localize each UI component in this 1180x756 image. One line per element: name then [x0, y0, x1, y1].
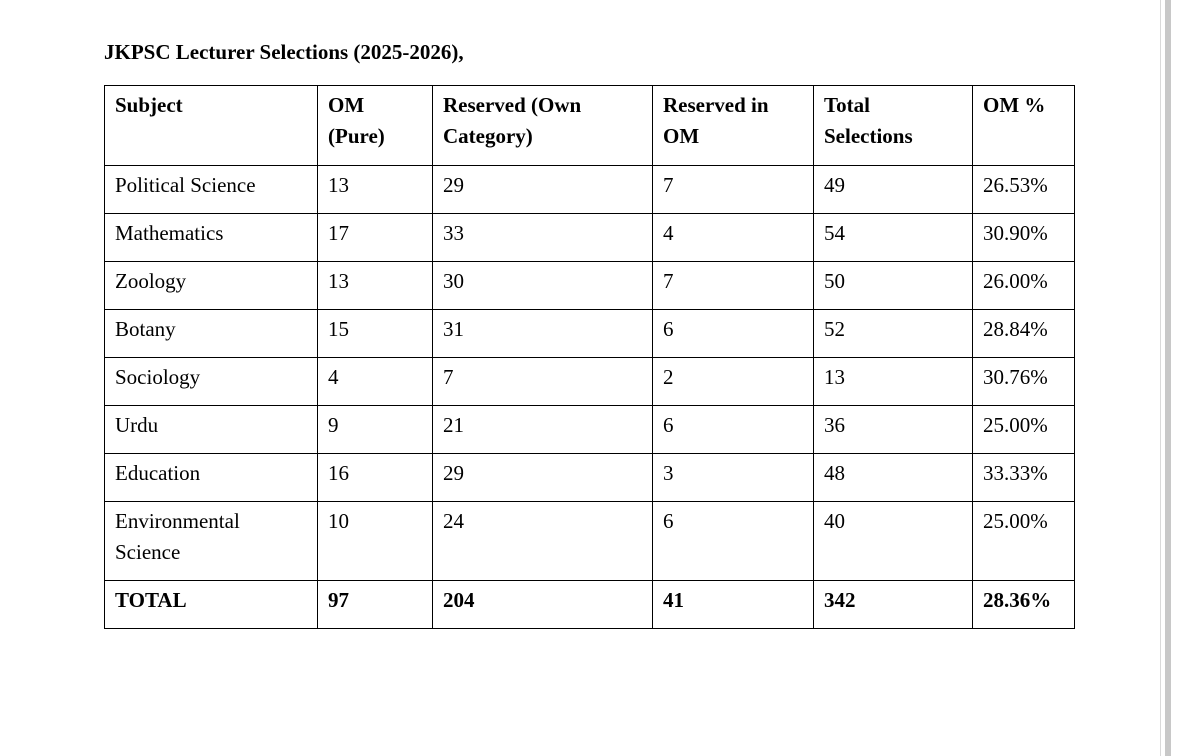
cell-reserved-own: 21 — [433, 406, 653, 454]
header-subject: Subject — [105, 86, 318, 166]
table-row — [105, 310, 1075, 358]
total-reserved-in-om: 41 — [653, 581, 814, 629]
scrollbar-thumb[interactable] — [1165, 0, 1171, 756]
cell-om-pure: 10 — [318, 502, 433, 581]
cell-reserved-own: 30 — [433, 262, 653, 310]
cell-om-percent: 30.76% — [973, 358, 1075, 406]
header-reserved-own-category: Reserved (Own Category) — [433, 86, 653, 166]
total-om-percent: 28.36% — [973, 581, 1075, 629]
cell-om-percent: 25.00% — [973, 406, 1075, 454]
table-total-row — [105, 581, 1075, 629]
cell-reserved-in-om: 6 — [653, 502, 814, 581]
cell-reserved-own: 24 — [433, 502, 653, 581]
cell-om-percent: 26.53% — [973, 166, 1075, 214]
total-reserved-own: 204 — [433, 581, 653, 629]
cell-reserved-own: 33 — [433, 214, 653, 262]
table-row — [105, 214, 1075, 262]
vertical-scrollbar[interactable] — [1160, 0, 1180, 756]
cell-reserved-in-om: 7 — [653, 166, 814, 214]
cell-total: 36 — [814, 406, 973, 454]
cell-reserved-in-om: 6 — [653, 310, 814, 358]
table-row — [105, 262, 1075, 310]
table-row — [105, 166, 1075, 214]
cell-om-percent: 33.33% — [973, 454, 1075, 502]
header-total-selections: Total Selections — [814, 86, 973, 166]
cell-reserved-own: 29 — [433, 454, 653, 502]
total-selections: 342 — [814, 581, 973, 629]
cell-reserved-in-om: 6 — [653, 406, 814, 454]
cell-total: 54 — [814, 214, 973, 262]
cell-om-percent: 25.00% — [973, 502, 1075, 581]
header-om-pure: OM (Pure) — [318, 86, 433, 166]
cell-subject: Urdu — [105, 406, 318, 454]
cell-reserved-in-om: 2 — [653, 358, 814, 406]
cell-total: 48 — [814, 454, 973, 502]
cell-subject: Mathematics — [105, 214, 318, 262]
total-om-pure: 97 — [318, 581, 433, 629]
cell-total: 50 — [814, 262, 973, 310]
table-row — [105, 454, 1075, 502]
document-title: JKPSC Lecturer Selections (2025-2026), — [104, 40, 464, 64]
cell-subject: Sociology — [105, 358, 318, 406]
cell-total: 49 — [814, 166, 973, 214]
cell-reserved-in-om: 7 — [653, 262, 814, 310]
header-om-percent: OM % — [973, 86, 1075, 166]
cell-om-pure: 13 — [318, 166, 433, 214]
header-reserved-in-om: Reserved in OM — [653, 86, 814, 166]
cell-om-pure: 13 — [318, 262, 433, 310]
table-row — [105, 358, 1075, 406]
selections-table — [104, 85, 1075, 629]
cell-om-pure: 15 — [318, 310, 433, 358]
cell-om-percent: 30.90% — [973, 214, 1075, 262]
table-row — [105, 406, 1075, 454]
cell-subject: Environmental Science — [105, 502, 318, 581]
cell-reserved-in-om: 3 — [653, 454, 814, 502]
cell-om-pure: 16 — [318, 454, 433, 502]
total-label: TOTAL — [105, 581, 318, 629]
cell-subject: Political Science — [105, 166, 318, 214]
cell-subject: Education — [105, 454, 318, 502]
cell-subject: Botany — [105, 310, 318, 358]
cell-reserved-own: 7 — [433, 358, 653, 406]
cell-total: 52 — [814, 310, 973, 358]
cell-om-percent: 28.84% — [973, 310, 1075, 358]
cell-reserved-own: 31 — [433, 310, 653, 358]
cell-om-pure: 17 — [318, 214, 433, 262]
cell-reserved-in-om: 4 — [653, 214, 814, 262]
cell-om-pure: 4 — [318, 358, 433, 406]
cell-subject: Zoology — [105, 262, 318, 310]
cell-total: 13 — [814, 358, 973, 406]
table-row — [105, 502, 1075, 581]
cell-reserved-own: 29 — [433, 166, 653, 214]
cell-total: 40 — [814, 502, 973, 581]
cell-om-pure: 9 — [318, 406, 433, 454]
table-header-row — [105, 86, 1075, 166]
cell-om-percent: 26.00% — [973, 262, 1075, 310]
